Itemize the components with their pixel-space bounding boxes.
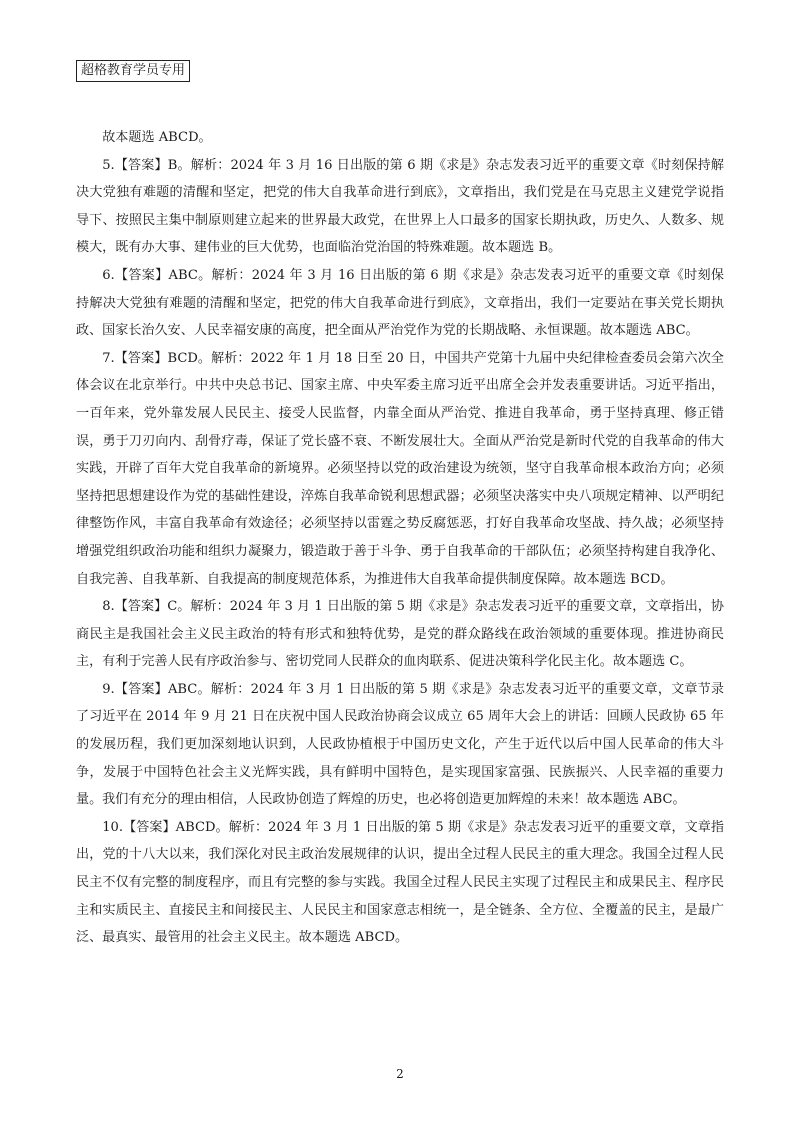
- watermark-label: 超格教育学员专用: [76, 60, 190, 82]
- answer-number: 10.: [102, 819, 124, 835]
- answer-text: B。解析：2024 年 3 月 16 日出版的第 6 期《求是》杂志发表习近平的重要文章《时刻保持解决大党独有难题的清醒和坚定，把党的伟大自我革命进行到底》，文章指出，我们党是在马克思主义建党学说指导下、按照民主集中制原则建立起来的世界最大政党，在世界上人口最多的国家长期执政，历史久、人数多、规模大，既有办大事、建伟业的巨大优势，也面临治党治国的特殊难题。故本题选 B。: [76, 157, 725, 256]
- answer-tag: 【答案】: [114, 599, 168, 615]
- answer-tag: 【答案】: [114, 350, 168, 366]
- answer-number: 9.: [102, 681, 115, 697]
- answer-tag: 【答案】: [114, 681, 168, 697]
- answer-item-5: [76, 152, 724, 262]
- answer-item-9: [76, 676, 724, 814]
- answer-tag: 【答案】: [114, 267, 169, 283]
- page-number: 2: [396, 1067, 404, 1081]
- answer-item-10: [76, 814, 724, 952]
- answer-explanations: [76, 124, 724, 952]
- answer-text: C。解析：2024 年 3 月 1 日出版的第 5 期《求是》杂志发表习近平的重要文章，文章指出，协商民主是我国社会主义民主政治的特有形式和独特优势，是党的群众路线在政治领域的重要体现。推进协商民主，有利于完善人民有序政治参与、密切党同人民群众的血肉联系、促进决策科学化民主化。故本题选 C。: [76, 599, 725, 670]
- answer-text: ABCD。解析：2024 年 3 月 1 日出版的第 5 期《求是》杂志发表习近平的重要文章，文章指出，党的十八大以来，我们深化对民主政治发展规律的认识，提出全过程人民民主的重大理念。我国全过程人民民主不仅有完整的制度程序，而且有完整的参与实践。我国全过程人民民主实现了过程民主和成果民主、程序民主和实质民主、直接民主和间接民主、人民民主和国家意志相统一，是全链条、全方位、全覆盖的民主，是最广泛、最真实、最管用的社会主义民主。故本题选 ABCD。: [76, 819, 724, 946]
- answer-number: 6.: [102, 267, 115, 283]
- previous-answer-conclusion: 故本题选 ABCD。: [102, 130, 212, 145]
- answer-item-7: [76, 345, 724, 593]
- answer-text: ABC。解析：2024 年 3 月 16 日出版的第 6 期《求是》杂志发表习近平的重要文章《时刻保持解决大党独有难题的清醒和坚定，把党的伟大自我革命进行到底》，文章指出，我们一定要站在事关党长期执政、国家长治久安、人民幸福安康的高度，把全面从严治党作为党的长期战略、永恒课题。故本题选 ABC。: [76, 267, 725, 339]
- answer-tag: 【答案】: [123, 819, 176, 835]
- answer-item-8: [76, 593, 724, 676]
- answer-tag: 【答案】: [114, 157, 168, 173]
- answer-text: ABC。解析：2024 年 3 月 1 日出版的第 5 期《求是》杂志发表习近平的重要文章，文章节录了习近平在 2014 年 9 月 21 日在庆祝中国人民政治协商会议成立 65 周年大会上的讲话：回顾人民政协 65 年的发展历程，我们更加深刻地认识到，人民政协植根于中国历史文化，产生于近代以后中国人民革命的伟大斗争，发展于中国特色社会主义光辉实践，具有鲜明中国特色，是实现国家富强、民族振兴、人民幸福的重要力量。我们有充分的理由相信，人民政协创造了辉煌的历史，也必将创造更加辉煌的未来！故本题选 ABC。: [76, 681, 725, 808]
- answer-number: 5.: [102, 157, 115, 173]
- answer-item-6: [76, 262, 724, 345]
- answer-text: BCD。解析：2022 年 1 月 18 日至 20 日，中国共产党第十九届中央纪律检查委员会第六次全体会议在北京举行。中共中央总书记、国家主席、中央军委主席习近平出席全会并发表重要讲话。习近平指出，一百年来，党外靠发展人民民主、接受人民监督，内靠全面从严治党、推进自我革命，勇于坚持真理、修正错误，勇于刀刃向内、刮骨疗毒，保证了党长盛不衰、不断发展壮大。全面从严治党是新时代党的自我革命的伟大实践，开辟了百年大党自我革命的新境界。必须坚持以党的政治建设为统领，坚守自我革命根本政治方向；必须坚持把思想建设作为党的基础性建设，淬炼自我革命锐利思想武器；必须坚决落实中央八项规定精神、以严明纪律整饬作风，丰富自我革命有效途径；必须坚持以雷霆之势反腐惩恶，打好自我革命攻坚战、持久战；必须坚持增强党组织政治功能和组织力凝聚力，锻造敢于善于斗争、勇于自我革命的干部队伍；必须坚持构建自我净化、自我完善、自我革新、自我提高的制度规范体系，为推进伟大自我革命提供制度保障。故本题选 BCD。: [76, 350, 724, 587]
- answer-number: 8.: [102, 599, 115, 615]
- answer-number: 7.: [102, 350, 115, 366]
